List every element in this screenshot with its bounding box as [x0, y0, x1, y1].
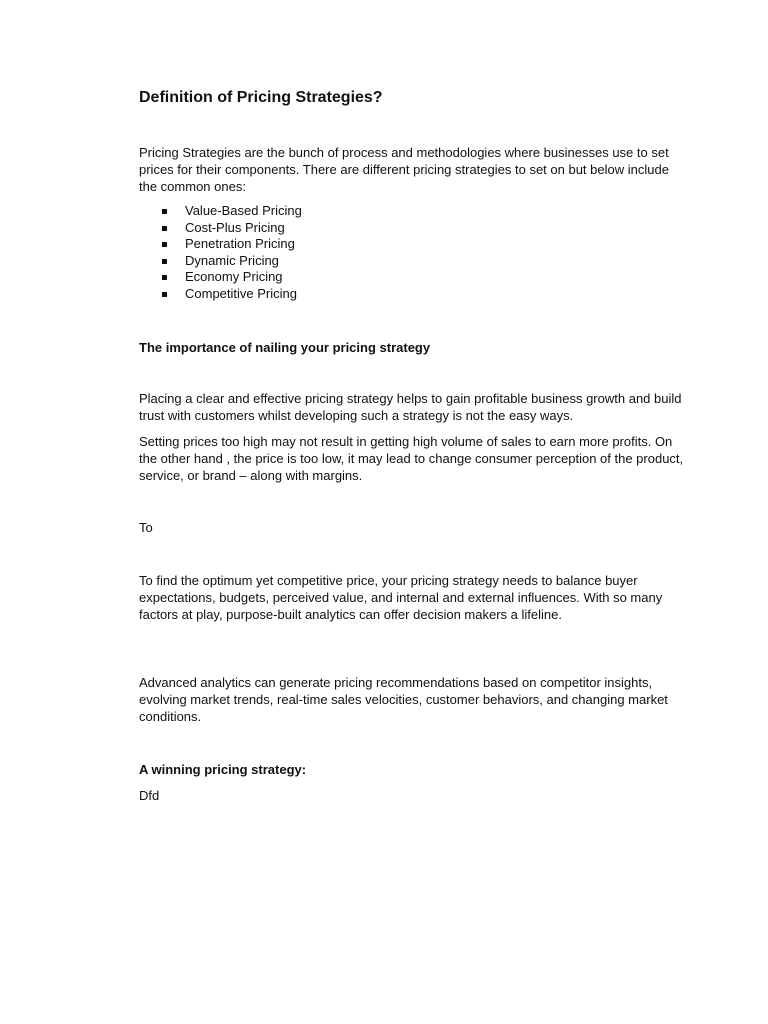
list-item	[139, 220, 302, 237]
importance-paragraph-2: Setting prices too high may not result in getting high volume of sales to earn more profits. On the other hand , the price is too low, it may lead to change consumer perception of the product, service, or brand – along with margins.	[139, 434, 684, 483]
analytics-paragraph: Advanced analytics can generate pricing recommendations based on competitor insights, evolving market trends, real-time sales velocities, customer behaviors, and changing market conditions.	[139, 675, 668, 724]
list-item	[139, 286, 302, 303]
square-bullet-icon	[162, 226, 167, 231]
list-item	[139, 269, 302, 286]
square-bullet-icon	[162, 275, 167, 280]
square-bullet-icon	[162, 292, 167, 297]
strategy-list	[139, 203, 302, 303]
intro-paragraph: Pricing Strategies are the bunch of process and methodologies where businesses use to set prices for their components. There are different pricing strategies to set on but below include the common ones:	[139, 145, 669, 194]
list-item-label: Cost-Plus Pricing	[185, 219, 285, 235]
square-bullet-icon	[162, 209, 167, 214]
list-item-label: Economy Pricing	[185, 269, 283, 285]
to-line: To	[139, 520, 153, 535]
list-item	[139, 236, 302, 253]
list-item-label: Dynamic Pricing	[185, 252, 279, 268]
winning-strategy-heading: A winning pricing strategy:	[139, 762, 307, 777]
list-item-label: Penetration Pricing	[185, 236, 295, 252]
square-bullet-icon	[162, 242, 167, 247]
final-line: Dfd	[139, 788, 160, 803]
document-title: Definition of Pricing Strategies?	[139, 89, 383, 106]
importance-heading: The importance of nailing your pricing strategy	[139, 340, 431, 355]
list-item-label: Competitive Pricing	[185, 285, 297, 301]
importance-paragraph-1: Placing a clear and effective pricing strategy helps to gain profitable business growth and build trust with customers whilst developing such a strategy is not the easy ways.	[139, 391, 682, 423]
square-bullet-icon	[162, 259, 167, 264]
list-item	[139, 253, 302, 270]
optimum-price-paragraph: To find the optimum yet competitive price, your pricing strategy needs to balance buyer expectations, budgets, perceived value, and internal and external influences. With so many factors at play, purpose-built analytics can offer decision makers a lifeline.	[139, 573, 663, 622]
list-item	[139, 203, 302, 220]
list-item-label: Value-Based Pricing	[185, 203, 302, 218]
